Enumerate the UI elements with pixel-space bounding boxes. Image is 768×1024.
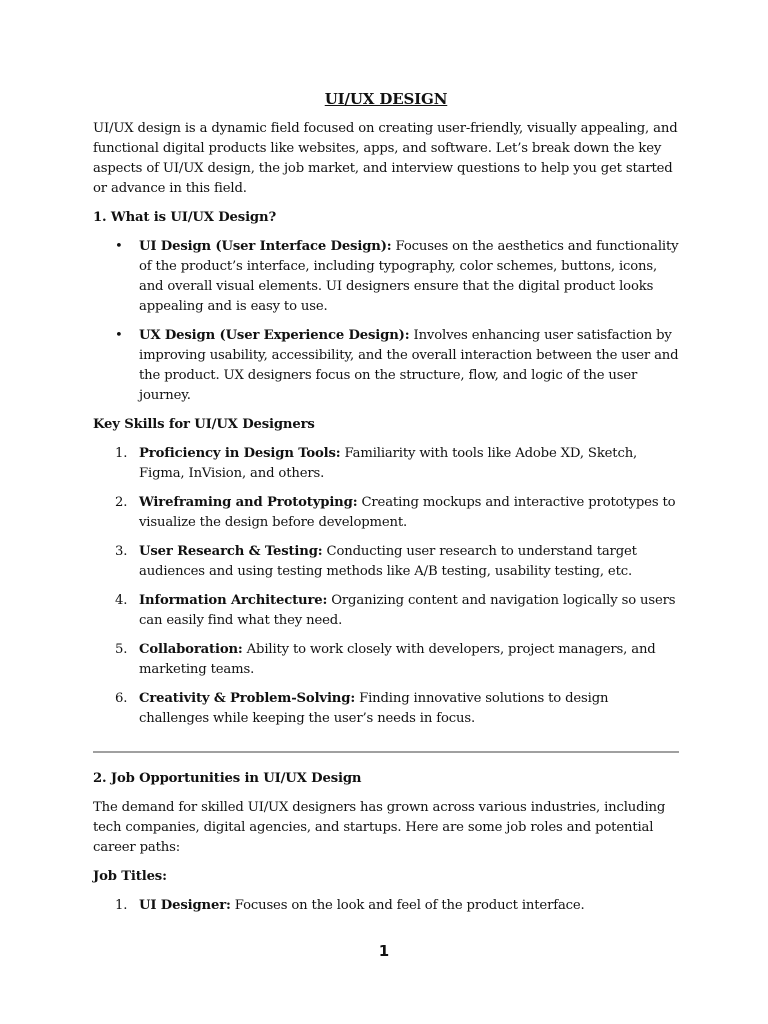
section-2-intro: The demand for skilled UI/UX designers has grown across various industries, including tech companies, digital agencies, and startups. Here are some job roles and potential career paths: — [93, 800, 666, 855]
list-item-number: 1. — [115, 898, 128, 913]
list-item-term: Proficiency in Design Tools: — [139, 446, 341, 461]
list-item-number: 1. — [115, 446, 128, 461]
list-item-number: 6. — [115, 691, 128, 706]
list-item — [93, 542, 679, 582]
intro-paragraph: UI/UX design is a dynamic field focused on creating user-friendly, visually appealing, and functional digital products like websites, apps, and software. Let’s break down the key aspects of UI/UX design, the job market, and interview questions to help you get started or advance in this field. — [93, 121, 678, 196]
list-item-term: Information Architecture: — [139, 593, 328, 608]
section-1-heading: 1. What is UI/UX Design? — [93, 210, 277, 225]
list-item-text: Familiarity with tools like Adobe XD, Sketch, Figma, InVision, and others. — [139, 446, 638, 481]
list-item — [93, 689, 679, 729]
list-item-term: UX Design (User Experience Design): — [139, 328, 410, 343]
list-item — [93, 326, 679, 406]
list-item-term: UI Design (User Interface Design): — [139, 239, 392, 254]
page-number: 1 — [378, 942, 390, 960]
job-titles-list — [93, 896, 679, 916]
list-item-text: Finding innovative solutions to design challenges while keeping the user’s needs in focus. — [139, 691, 609, 726]
horizontal-divider — [93, 751, 679, 753]
list-item-term: UI Designer: — [139, 898, 231, 913]
list-item-term: User Research & Testing: — [139, 544, 323, 559]
list-item — [93, 444, 679, 484]
list-item — [93, 493, 679, 533]
list-item-number: 4. — [115, 593, 128, 608]
list-item — [93, 896, 679, 916]
list-item — [93, 237, 679, 317]
list-item-text: Creating mockups and interactive prototypes to visualize the design before development. — [139, 495, 676, 530]
list-item-text: Focuses on the aesthetics and functionality of the product’s interface, including typography, color schemes, buttons, icons, and overall visual elements. UI designers ensure that the digital product looks appealing and is easy to use. — [139, 239, 679, 314]
skills-heading: Key Skills for UI/UX Designers — [93, 417, 315, 432]
list-item-text: Ability to work closely with developers, project managers, and marketing teams. — [139, 642, 656, 677]
ui-ux-definition-list — [93, 237, 679, 406]
list-item-text: Focuses on the look and feel of the product interface. — [230, 898, 585, 913]
skills-list — [93, 444, 679, 729]
list-item-text: Involves enhancing user satisfaction by improving usability, accessibility, and the overall interaction between the user and the product. UX designers focus on the structure, flow, and logic of the user journey. — [139, 328, 679, 403]
list-item-term: Wireframing and Prototyping: — [139, 495, 358, 510]
list-item-text: Organizing content and navigation logically so users can easily find what they need. — [139, 593, 676, 628]
list-item-term: Collaboration: — [139, 642, 243, 657]
list-item-number: 5. — [115, 642, 128, 657]
job-titles-heading: Job Titles: — [93, 869, 167, 884]
section-2-heading: 2. Job Opportunities in UI/UX Design — [93, 771, 362, 786]
list-item-term: Creativity & Problem-Solving: — [139, 691, 356, 706]
list-item — [93, 591, 679, 631]
list-item-text: Conducting user research to understand target audiences and using testing methods like A/B testing, usability testing, etc. — [139, 544, 637, 579]
list-item — [93, 640, 679, 680]
document-title: UI/UX DESIGN — [324, 90, 448, 108]
list-item-number: 3. — [115, 544, 128, 559]
list-item-number: 2. — [115, 495, 128, 510]
document-body — [93, 89, 679, 925]
